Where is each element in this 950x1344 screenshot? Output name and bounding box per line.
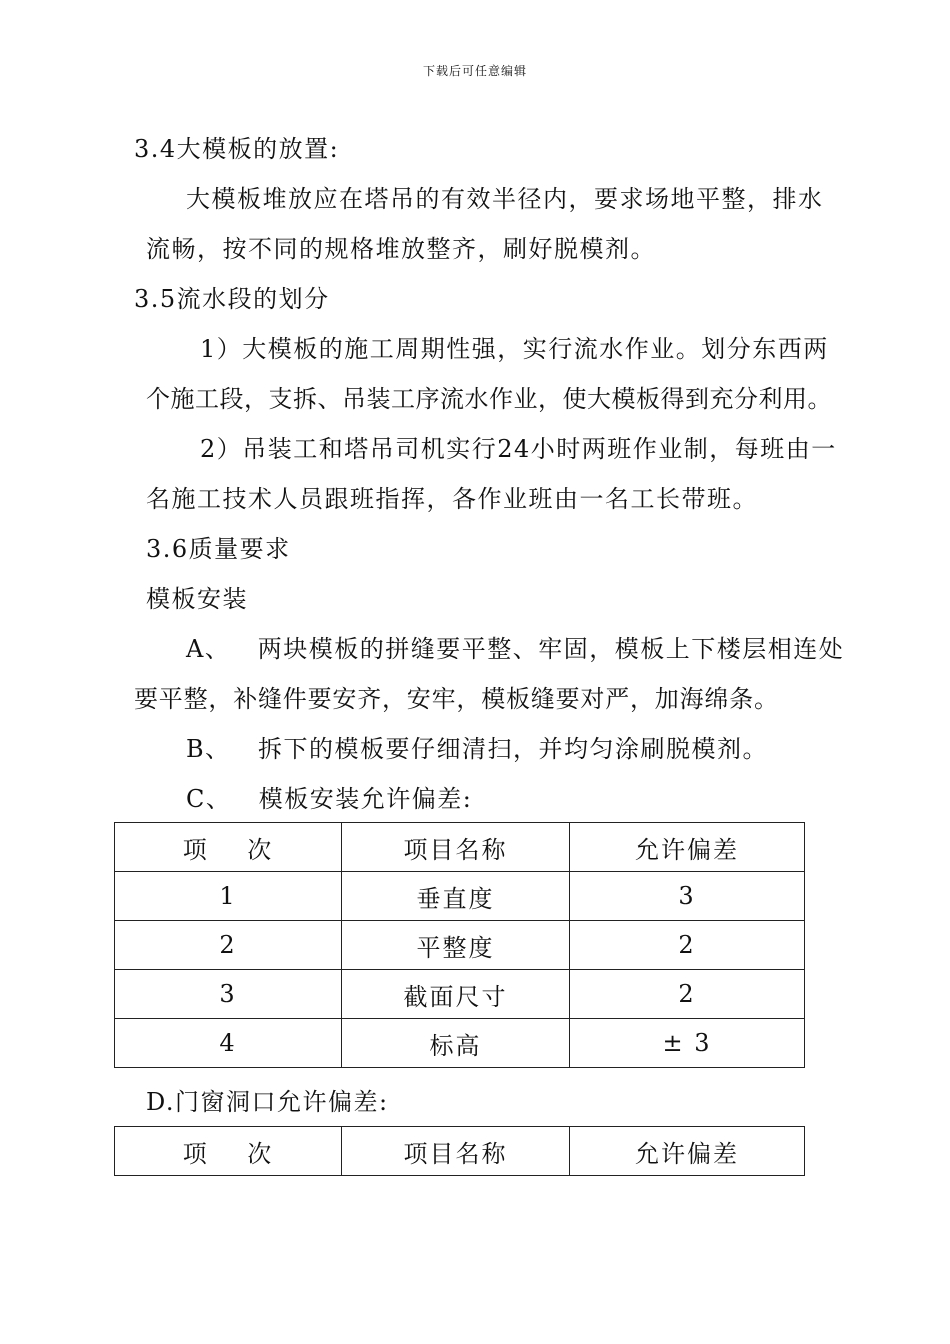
table-row <box>115 872 805 921</box>
paragraph-line: B、 拆下的模板要仔细清扫，并均匀涂刷脱模剂。 <box>186 735 769 763</box>
table-header-row <box>115 1127 805 1176</box>
paragraph-line: A、 两块模板的拼缝要平整、牢固，模板上下楼层相连处 <box>186 635 845 663</box>
table-header-cell: 项目名称 <box>342 823 570 872</box>
paragraph-line: 流畅，按不同的规格堆放整齐，刷好脱模剂。 <box>146 235 656 263</box>
table-row <box>115 970 805 1019</box>
table-header-cell: 允许偏差 <box>570 1127 805 1176</box>
table-cell: ± 3 <box>570 1019 805 1068</box>
heading-3-5: 3.5流水段的划分 <box>134 285 330 313</box>
table-cell: 平整度 <box>342 921 570 970</box>
table-header-cell: 项 次 <box>115 823 342 872</box>
heading-d: D.门窗洞口允许偏差: <box>146 1088 389 1116</box>
table-cell: 截面尺寸 <box>342 970 570 1019</box>
table-cell: 2 <box>570 921 805 970</box>
table-cell: 3 <box>115 970 342 1019</box>
table-row <box>115 1019 805 1068</box>
paragraph-line: 大模板堆放应在塔吊的有效半径内，要求场地平整，排水 <box>186 185 824 213</box>
paragraph-line: 2）吊装工和塔吊司机实行24小时两班作业制，每班由一 <box>200 435 837 463</box>
paragraph-line: 1）大模板的施工周期性强，实行流水作业。划分东西两 <box>200 335 829 363</box>
paragraph-line: 名施工技术人员跟班指挥，各作业班由一名工长带班。 <box>146 485 758 513</box>
page-header: 下载后可任意编辑 <box>422 64 527 78</box>
table-header-cell: 项目名称 <box>342 1127 570 1176</box>
heading-3-4: 3.4大模板的放置: <box>134 135 340 163</box>
table-cell: 1 <box>115 872 342 921</box>
table-cell: 2 <box>570 970 805 1019</box>
table-header-cell: 项 次 <box>115 1127 342 1176</box>
door-window-tolerance-table <box>114 1126 805 1176</box>
paragraph-line: 个施工段，支拆、吊装工序流水作业，使大模板得到充分利用。 <box>146 385 832 413</box>
subheading-template-install: 模板安装 <box>146 585 248 613</box>
table-cell: 2 <box>115 921 342 970</box>
paragraph-line: 要平整，补缝件要安齐，安牢，模板缝要对严，加海绵条。 <box>134 685 779 713</box>
table-header-cell: 允许偏差 <box>570 823 805 872</box>
heading-3-6: 3.6质量要求 <box>146 535 291 563</box>
table-row <box>115 921 805 970</box>
tolerance-table <box>114 822 805 1068</box>
table-cell: 4 <box>115 1019 342 1068</box>
paragraph-line: C、 模板安装允许偏差: <box>186 785 473 813</box>
table-cell: 标高 <box>342 1019 570 1068</box>
table-cell: 3 <box>570 872 805 921</box>
table-cell: 垂直度 <box>342 872 570 921</box>
table-header-row <box>115 823 805 872</box>
